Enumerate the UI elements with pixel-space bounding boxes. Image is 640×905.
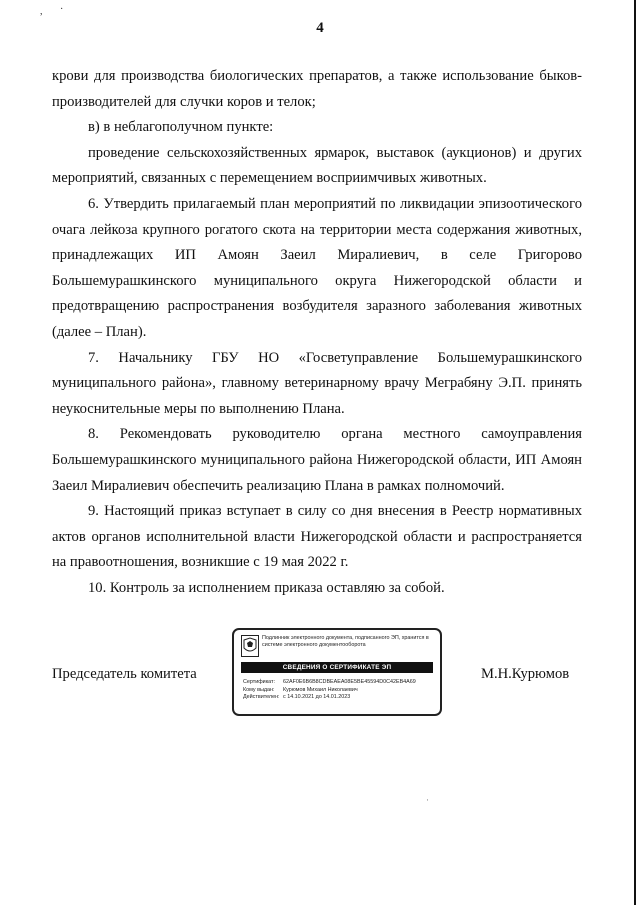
issued-to-label: Кому выдан: — [243, 686, 275, 693]
paragraph: крови для производства биологических препаратов, а также использование быков-производителей для случки коров и телок; — [52, 68, 582, 110]
stamp-header: Подлинник электронного документа, подписанного ЭП, хранится в системе электронного документооборота — [262, 635, 429, 648]
signer-name: М.Н.Курюмов — [481, 666, 570, 682]
valid-row — [243, 694, 437, 702]
certificate-details — [243, 679, 437, 702]
document-body — [52, 64, 582, 601]
valid-value: с 14.10.2021 до 14.01.2023 — [283, 694, 351, 701]
coat-of-arms-icon — [242, 636, 258, 656]
coat-of-arms-icon — [241, 635, 259, 657]
signer-title: Председатель комитета — [52, 666, 197, 682]
page-number: 4 — [316, 20, 324, 36]
certificate-row — [243, 679, 437, 687]
paragraph: 8. Рекомендовать руководителю органа местного самоуправления Большемурашкинского муниципального района Нижегородской области, ИП Амоян Заеил Миралиевич обеспечить реализацию Плана в рамках полномочий. — [52, 426, 582, 494]
paragraph: 9. Настоящий приказ вступает в силу со дня внесения в Реестр нормативных актов органов исполнительной власти Нижегородской области и распространяется на правоотношения, возникшие с 19 мая 2022 г. — [52, 503, 582, 571]
certificate-value: 62AF0E6B6B8CDBEAEA08E5BE45594D0C42EB4A69 — [283, 679, 416, 685]
paragraph: в) в неблагополучном пункте: — [88, 119, 274, 136]
paragraph: 6. Утвердить прилагаемый план мероприятий по ликвидации эпизоотического очага лейкоза крупного рогатого скота на территории места содержания животных, принадлежащих ИП Амоян Заеил Миралиевич, в селе Григорово Большемурашкинского муниципального округа Нижегородской области и предотвращению распространения возбудителя заразного заболевания животных (далее – План). — [52, 195, 582, 340]
issued-to-value: Курюмов Михаил Николаевич — [283, 686, 358, 693]
paragraph: 10. Контроль за исполнением приказа оставляю за собой. — [88, 579, 445, 596]
scan-speck: · — [426, 795, 429, 805]
scan-speck: · — [60, 4, 64, 15]
certificate-label: Сертификат: — [243, 679, 276, 685]
scan-edge-line — [634, 0, 636, 905]
stamp-banner: СВЕДЕНИЯ О СЕРТИФИКАТЕ ЭП — [241, 662, 433, 673]
paragraph: проведение сельскохозяйственных ярмарок, выставок (аукционов) и других мероприятий, связанных с перемещением восприимчивых животных. — [52, 144, 582, 187]
valid-label: Действителен: — [243, 694, 280, 701]
signature-block — [0, 626, 640, 716]
e-signature-stamp — [232, 628, 442, 716]
paragraph: 7. Начальнику ГБУ НО «Госветуправление Большемурашкинского муниципального района», главному ветеринарному врачу Меграбяну Э.П. принять неукоснительные меры по выполнению Плана. — [52, 349, 582, 417]
scan-speck: , — [40, 6, 43, 17]
